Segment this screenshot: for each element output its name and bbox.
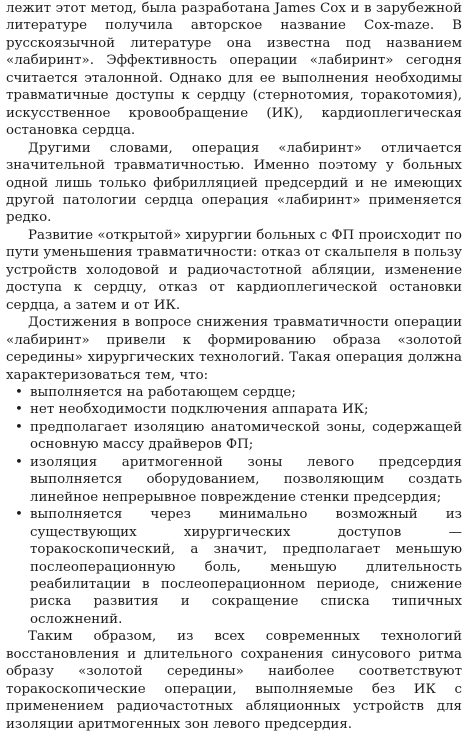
bullet-glyph: • [15,419,23,435]
list-item-text: нет необходимости подключения аппарата ИК; [30,402,369,418]
list-item [6,506,462,628]
list-item-text: изоляция аритмогенной зоны левого предсердия выполняется оборудованием, позволяющим создать линейное непрерывное повреждение стенки предсердия; [30,454,462,505]
bullet-glyph: • [15,507,23,523]
paragraph-continued: лежит этот метод, была разработана James Cox и в зарубежной литературе получила авторское название Cox-maze. В русскоязычной литературе она известна под названием «лабиринт». Эффективность операции «лабиринт» сегодня считается эталонной. Однако для ее выполнения необходимы травматичные доступы к сердцу (стернотомия, торакотомия), искусственное кровообращение (ИК), кардиоплегическая остановка сердца. [6,1,462,139]
list-item-text: выполняется на работающем сердце; [30,384,296,400]
bullet-glyph: • [15,384,23,400]
list-item [6,419,462,454]
paragraph-golden-mean: Достижения в вопросе снижения травматичности операции «лабиринт» привели к формированию образа «золотой середины» хирургических технологий. Такая операция должна характеризоваться тем, что: [6,315,462,383]
requirements-list [6,384,462,628]
list-item [6,454,462,506]
paragraph-traumatic: Другими словами, операция «лабиринт» отличается значительной травматичностью. Именно поэтому у больных одной лишь только фибрилляцией предсердий и не имеющих другой патологии сердца операция «лабиринт» применяется редко. [6,140,462,226]
list-item [6,401,462,418]
list-item-text: выполняется через минимально возможный из существующих хирургических доступов — торакоскопический, а значит, предполагает меньшую послеоперационную боль, меньшую длительность реабилитации в послеоперационном периоде, снижение риска развития и сокращение списка типичных осложнений. [30,507,462,627]
paragraph-conclusion: Таким образом, из всех современных технологий восстановления и длительного сохранения синусового ритма образу «золотой середины» наиболее соответствуют торакоскопические операции, выполняемые без ИК с применением радиочастотных абляционных устройств для изоляции аритмогенных зон левого предсердия. [6,629,462,732]
bullet-glyph: • [15,454,23,470]
list-item-text: предполагает изоляцию анатомической зоны, содержащей основную массу драйверов ФП; [30,419,462,453]
paragraph-development: Развитие «открытой» хирургии больных с ФП происходит по пути уменьшения травматичности: отказ от скальпеля в пользу устройств холодовой и радиочастотной абляции, изменение доступа к сердцу, отказ от кардиоплегической остановки сердца, а затем и от ИК. [6,227,463,313]
bullet-glyph: • [15,402,23,418]
list-item [6,384,462,401]
